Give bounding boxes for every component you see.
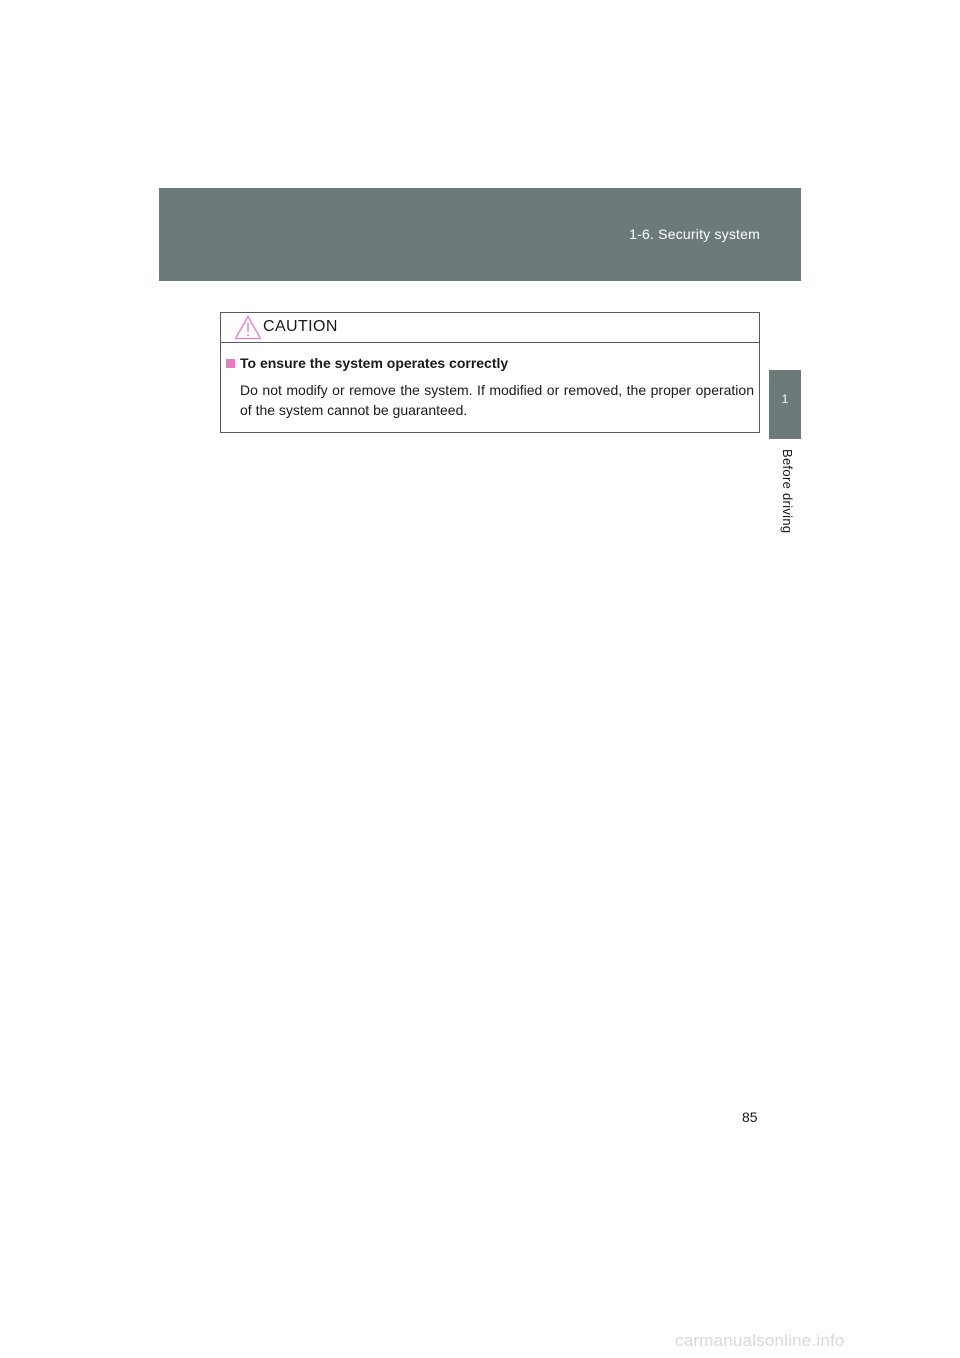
caution-heading: To ensure the system operates correctly (240, 355, 509, 371)
section-title: 1-6. Security system (629, 226, 760, 242)
bullet-square-icon (226, 359, 235, 368)
caution-header (221, 313, 759, 343)
header-band (159, 188, 801, 281)
chapter-tab (769, 370, 801, 439)
chapter-label: Before driving (780, 449, 795, 534)
caution-text: Do not modify or remove the system. If modified or removed, the proper operation of the system cannot be guaranteed. (240, 382, 754, 418)
caution-box (220, 312, 760, 433)
page-number: 85 (742, 1109, 758, 1125)
caution-title: CAUTION (263, 318, 338, 335)
watermark: carmanualsonline.info (675, 1331, 845, 1350)
chapter-number: 1 (781, 392, 789, 406)
warning-triangle-icon (234, 315, 262, 340)
